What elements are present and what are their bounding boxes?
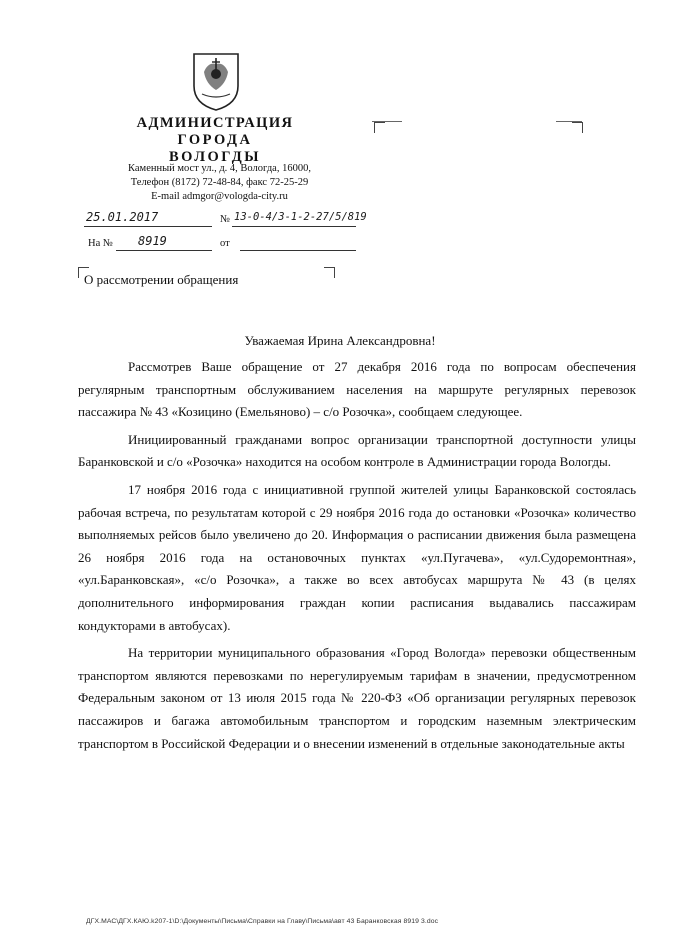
from-rule (240, 250, 356, 251)
organization-name (135, 115, 295, 166)
reference-number: 8919 (138, 234, 167, 248)
body-paragraph-2: Инициированный гражданами вопрос организации транспортной доступности улицы Баранковской и с/о «Розочка» находится на особом контроле в Администрации города Вологды. (78, 431, 636, 470)
city-emblem (190, 50, 242, 112)
addressee-bracket-right (572, 122, 583, 133)
org-name-line1: АДМИНИСТРАЦИЯ (136, 115, 294, 131)
address-line1: Каменный мост ул., д. 4, Вологда, 16000, (128, 163, 311, 174)
registration-number: 13-0-4/3-1-2-27/5/819 (234, 211, 367, 223)
date-rule (84, 226, 212, 227)
organization-address (112, 162, 327, 204)
body-paragraph-1: Рассмотрев Ваше обращение от 27 декабря 2016 года по вопросам обеспечения регулярным транспортным обслуживанием населения на маршруте регулярных перевозок пассажира № 43 «Козицино (Емельяново) – с/о Розочка», сообщаем следующее. (78, 359, 636, 420)
address-line2: Телефон (8172) 72-48-84, факс 72-25-29 (130, 177, 309, 188)
subject-bracket-right (324, 267, 335, 278)
org-name-line2: ГОРОДА ВОЛОГДЫ (169, 132, 261, 165)
greeting: Уважаемая Ирина Александровна! (244, 333, 436, 348)
registration-date: 25.01.2017 (86, 210, 159, 224)
body-paragraph-4: На территории муниципального образования «Город Вологда» перевозки общественным транспортом являются перевозками по нерегулируемым тарифам в значении, предусмотренном Федеральным законом от 13 июля 2015 года № 220-ФЗ «Об организации регулярных перевозок пассажиров и багажа автомобильным транспортом и городским наземным электрическим транспортом в Российской Федерации и о внесении изменений в отдельные законодательные акты (78, 645, 636, 751)
letter-body (78, 356, 636, 760)
addressee-rule-left (372, 121, 402, 122)
reference-label: На № (88, 238, 113, 249)
subject-line: О рассмотрении обращения (84, 272, 239, 287)
reference-from-label: от (220, 238, 230, 249)
address-email: E-mail admgor@vologda-city.ru (151, 191, 288, 202)
body-paragraph-3: 17 ноября 2016 года с инициативной группой жителей улицы Баранковской состоялась рабочая встреча, по результатам которой с 29 ноября 2016 года до остановки «Розочка» количество выполняемых рейсов было увеличено до 20. Информация о расписании движения была размещена 26 ноября 2016 года на остановочных пунктах «ул.Пугачева», «ул.Судоремонтная», «ул.Баранковская», «с/о Розочка», а также во всех автобусах маршрута № 43 (в целях дополнительного информирования граждан копии расписания выдавались пассажирам кондукторами в автобусах). (78, 481, 636, 633)
file-path-footer: ДГХ.МАС\ДГХ.КАЮ.k207-1\D:\Документы\Письма\Справки на Главу\Письма\авт 43 Баранковская 8919 3.doc (86, 918, 439, 925)
registration-number-label: № (220, 214, 231, 225)
addressee-bracket-left (374, 122, 385, 133)
number-rule (232, 226, 356, 227)
reference-rule (116, 250, 212, 251)
